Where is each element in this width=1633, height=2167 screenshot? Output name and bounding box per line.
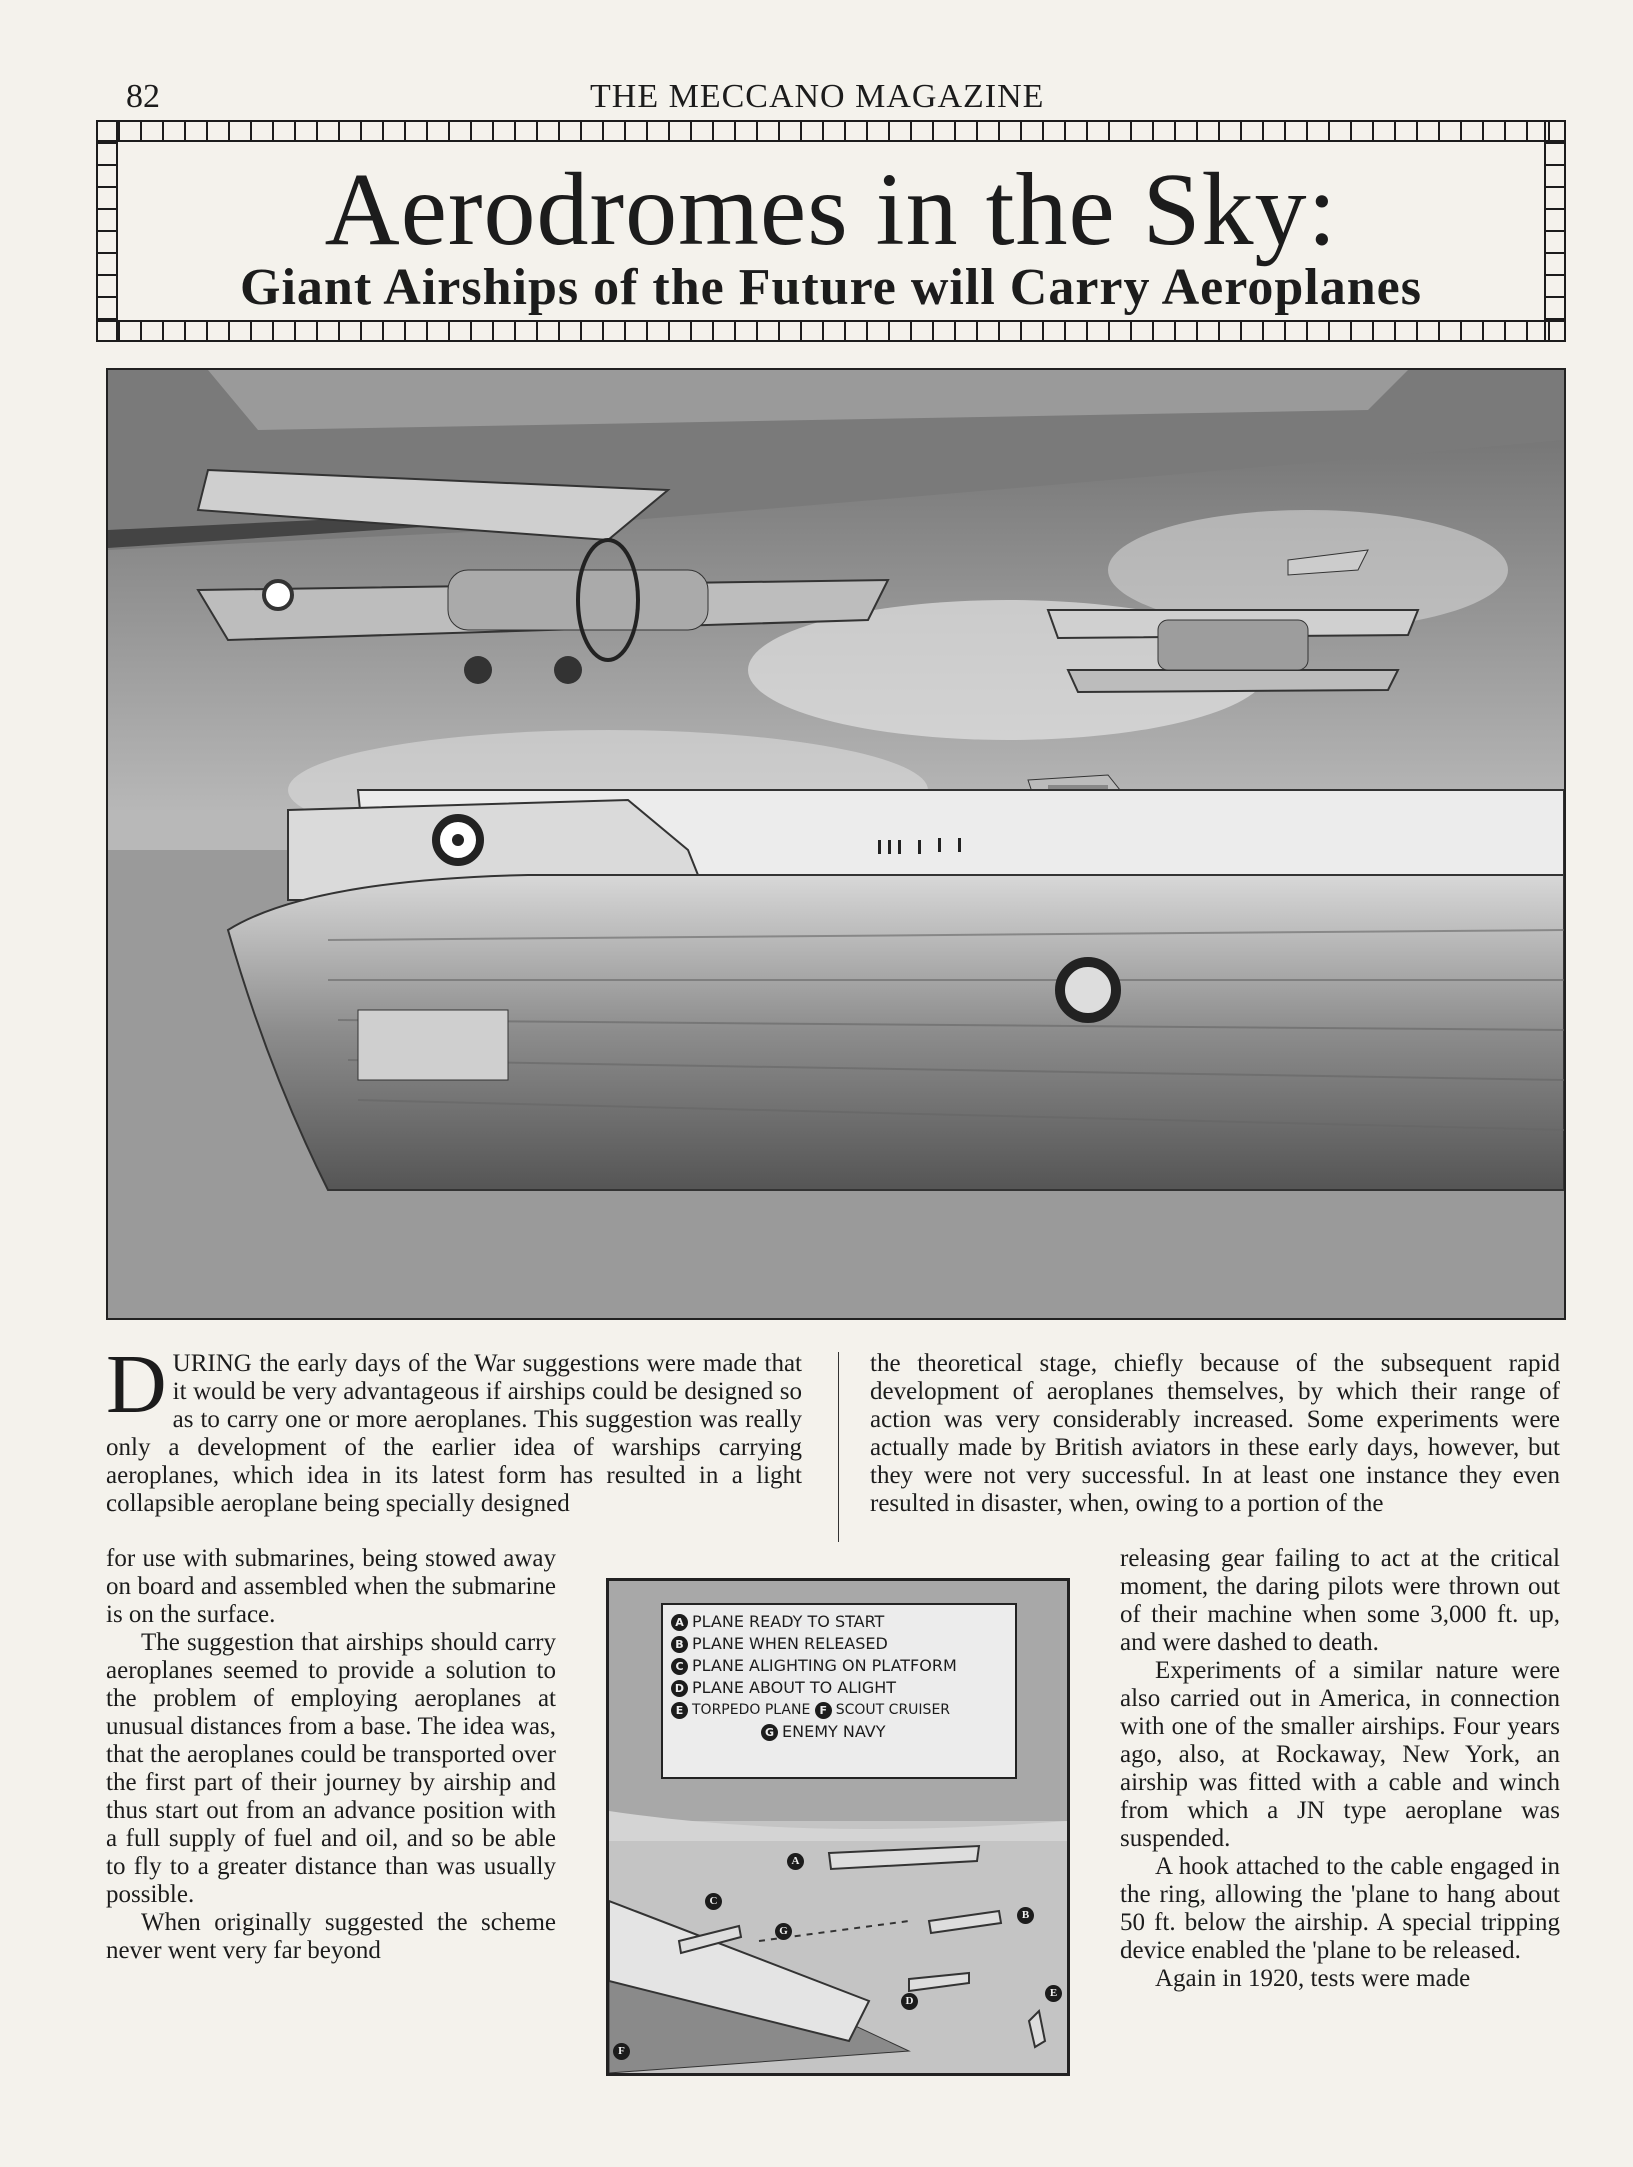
marker-a-icon: A <box>787 1853 804 1870</box>
paragraph: releasing gear failing to act at the critical moment, the daring pilots were thrown out of their machine when some 3,000 ft. up, and were dashed to death. <box>1120 1545 1560 1656</box>
drop-cap: D <box>106 1338 167 1431</box>
page-number: 82 <box>126 78 160 115</box>
marker-e-icon: E <box>671 1702 688 1719</box>
marker-f-icon: F <box>815 1702 832 1719</box>
marker-g-icon: G <box>775 1923 792 1940</box>
legend-row-b <box>671 1633 1007 1655</box>
article-col-right-bottom <box>1120 1545 1560 1993</box>
paragraph: A hook attached to the cable engaged in the ring, allowing the 'plane to hang about 50 ft. below the airship. A special tripping device enabled the 'plane to be released. <box>1120 1853 1560 1964</box>
legend-row-ef <box>671 1699 1007 1721</box>
marker-a-icon: A <box>671 1614 688 1631</box>
marker-f-icon: F <box>613 2043 630 2060</box>
paragraph: The suggestion that airships should carry aeroplanes seemed to provide a solution to the problem of employing aeroplanes at unusual distances from a base. The idea was, that the aeroplanes could be transported over the first part of their journey by airship and thus start out from an advance position with a full supply of fuel and oil, and so be able to fly to a greater distance than was usually possible. <box>106 1629 556 1908</box>
legend-text: PLANE ALIGHTING ON PLATFORM <box>692 1656 957 1675</box>
article-col-left-bottom <box>106 1545 556 1965</box>
marker-d-icon: D <box>901 1993 918 2010</box>
legend-text: PLANE WHEN RELEASED <box>692 1634 888 1653</box>
legend-text: ENEMY NAVY <box>782 1722 886 1741</box>
paragraph: Again in 1920, tests were made <box>1155 1965 1471 1992</box>
paragraph: Experiments of a similar nature were also carried out in America, in connection with one of the smaller airships. Four years ago, also, at Rockaway, New York, an airship was fitted with a cable and winch from which a JN type aeroplane was suspended. <box>1120 1657 1560 1852</box>
legend-row-d <box>671 1677 1007 1699</box>
legend-row-a <box>671 1611 1007 1633</box>
legend-text: TORPEDO PLANE <box>692 1702 811 1718</box>
article-subtitle: Giant Airships of the Future will Carry Aeroplanes <box>240 259 1422 316</box>
title-box <box>96 120 1566 342</box>
marker-e-icon: E <box>1045 1985 1062 2002</box>
paragraph: for use with submarines, being stowed away on board and assembled when the submarine is on the surface. <box>106 1545 556 1628</box>
paragraph: When originally suggested the scheme never went very far beyond <box>106 1909 556 1964</box>
legend-text: PLANE ABOUT TO ALIGHT <box>692 1678 897 1697</box>
border-top <box>96 120 1566 142</box>
running-head: THE MECCANO MAGAZINE <box>590 78 1045 115</box>
airship-carrier-illustration-icon <box>108 370 1564 1318</box>
paragraph: the theoretical stage, chiefly because of the subsequent rapid development of aeroplanes themselves, by which their range of action was very considerably increased. Some experiments were actually made by British aviators in these early days, however, but they were not very successful. In at least one instance they even resulted in disaster, when, owing to a portion of the <box>870 1350 1560 1517</box>
paragraph-intro: URING the early days of the War suggestions were made that it would be very advantageous if airships could be designed so as to carry one or more aeroplanes. This suggestion was really only a development of the earlier idea of warships carrying aeroplanes, which idea in its latest form has resulted in a light collapsible aeroplane being specially designed <box>106 1350 802 1517</box>
main-illustration <box>106 368 1566 1320</box>
inset-diagram <box>606 1578 1070 2076</box>
marker-g-icon: G <box>761 1724 778 1741</box>
legend-text: PLANE READY TO START <box>692 1612 885 1631</box>
marker-c-icon: C <box>671 1658 688 1675</box>
marker-b-icon: B <box>671 1636 688 1653</box>
article-col-left-top <box>106 1338 802 1518</box>
marker-c-icon: C <box>705 1893 722 1910</box>
legend-row-g <box>671 1721 1007 1743</box>
article-title: Aerodromes in the Sky: <box>324 152 1338 267</box>
marker-d-icon: D <box>671 1680 688 1697</box>
legend-box <box>661 1603 1017 1779</box>
border-bottom <box>96 320 1566 342</box>
marker-b-icon: B <box>1017 1907 1034 1924</box>
column-rule <box>838 1352 839 1542</box>
legend-text: SCOUT CRUISER <box>835 1702 951 1718</box>
legend-row-c <box>671 1655 1007 1677</box>
article-col-right-top <box>870 1350 1560 1518</box>
